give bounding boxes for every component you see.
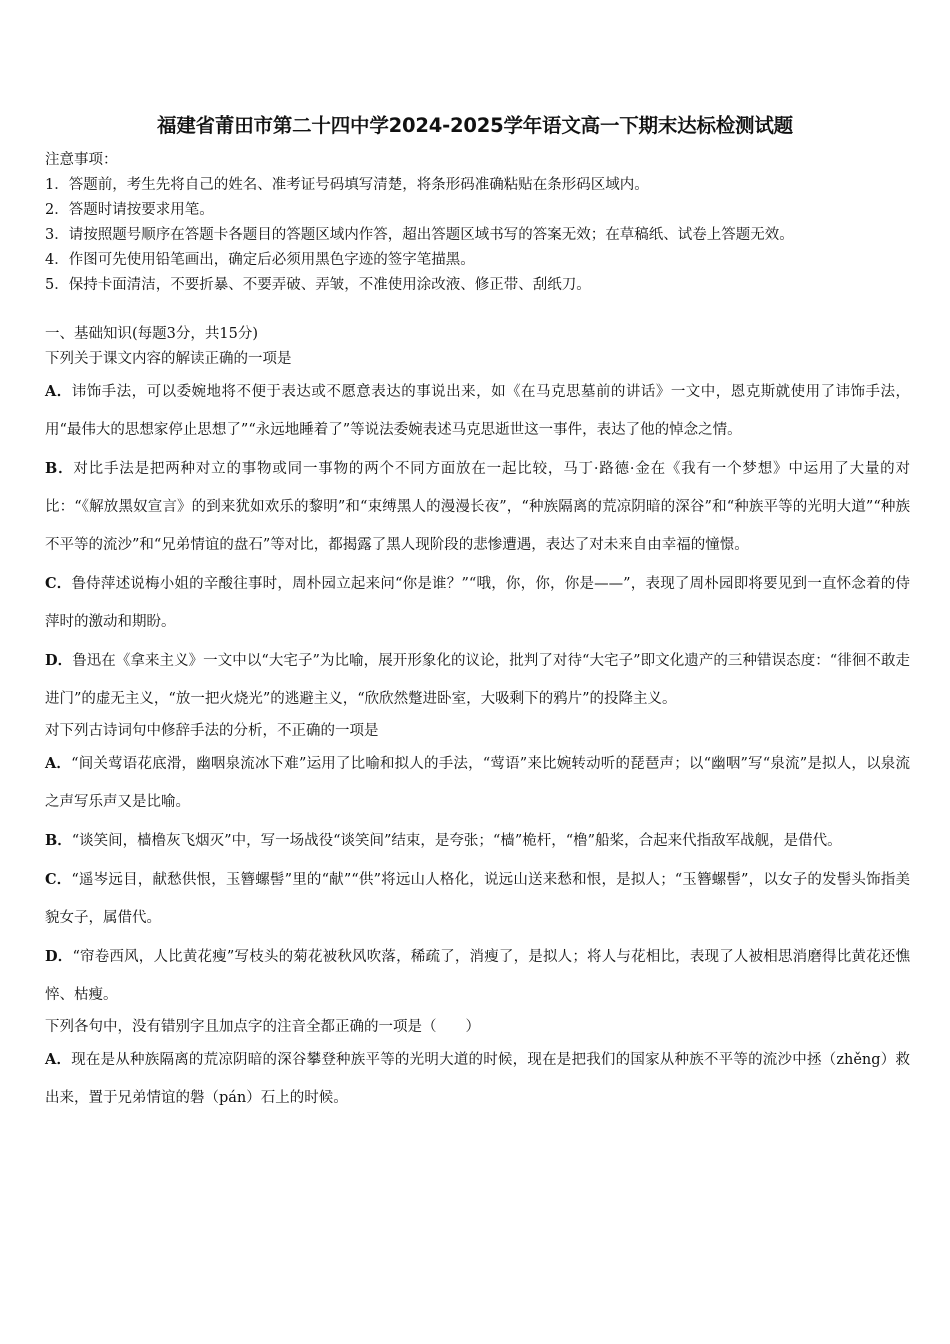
question-option [45,1041,910,1117]
option-letter: A． [45,1051,72,1068]
instruction-item: 3．请按照题号顺序在答题卡各题目的答题区域内作答，超出答题区域书写的答案无效；在草稿纸、试卷上答题无效。 [45,227,794,243]
option-letter: D． [45,948,73,965]
instruction-item: 2．答题时请按要求用笔。 [45,202,214,218]
option-text: 鲁迅在《拿来主义》一文中以“大宅子”为比喻，展开形象化的议论，批判了对待“大宅子”即文化遗产的三种错误态度：“徘徊不敢走进门”的虚无主义，“放一把火烧光”的逃避主义，“欣欣然蹩进卧室，大吸剩下的鸦片”的投降主义。 [45,653,910,707]
option-text: “帘卷西风，人比黄花瘦”写枝头的菊花被秋风吹落，稀疏了，消瘦了，是拟人；将人与花相比，表现了人被相思消磨得比黄花还憔悴、枯瘦。 [45,949,910,1003]
option-letter: D． [45,652,73,669]
question-option [45,565,910,641]
exam-title: 福建省莆田市第二十四中学2024-2025学年语文高一下期末达标检测试题 [157,114,793,137]
questions-block [45,322,910,1118]
option-letter: A． [45,755,72,772]
instructions-block [45,148,915,298]
question-stem: 下列各句中，没有错别字且加点字的注音全都正确的一项是（ ） [45,1019,480,1035]
option-text: 鲁侍萍述说梅小姐的辛酸往事时，周朴园立起来问“你是谁？”“哦，你，你，你是——”，表现了周朴园即将要见到一直怀念着的侍萍时的激动和期盼。 [45,576,910,630]
question-option [45,938,910,1014]
question-stem: 对下列古诗词句中修辞手法的分析，不正确的一项是 [45,723,379,739]
option-letter: B． [45,460,74,477]
option-letter: A． [45,383,72,400]
option-text: 现在是从种族隔离的荒凉阴暗的深谷攀登种族平等的光明大道的时候，现在是把我们的国家从种族不平等的流沙中拯（zhěng）救出来，置于兄弟情谊的磐（pán）石上的时候。 [45,1052,910,1106]
option-text: 对比手法是把两种对立的事物或同一事物的两个不同方面放在一起比较，马丁·路德·金在《我有一个梦想》中运用了大量的对比：“《解放黑奴宣言》的到来犹如欢乐的黎明”和“束缚黑人的漫漫长夜”，“种族隔离的荒凉阴暗的深谷”和“种族平等的光明大道”“种族不平等的流沙”和“兄弟情谊的盘石”等对比，都揭露了黑人现阶段的悲惨遭遇，表达了对未来自由幸福的憧憬。 [45,461,910,553]
question-option [45,822,910,860]
option-text: “谈笑间，樯橹灰飞烟灭”中，写一场战役“谈笑间”结束，是夸张；“樯”桅杆，“橹”船桨，合起来代指敌军战舰，是借代。 [71,833,842,849]
question-option [45,745,910,821]
option-text: “间关莺语花底滑，幽咽泉流冰下难”运用了比喻和拟人的手法，“莺语”来比婉转动听的琵琶声；以“幽咽”写“泉流”是拟人，以泉流之声写乐声又是比喻。 [45,756,910,810]
option-letter: C． [45,871,72,888]
question-option [45,642,910,718]
question-option [45,450,910,564]
option-letter: C． [45,575,72,592]
instruction-item: 4．作图可先使用铅笔画出，确定后必须用黑色字迹的签字笔描黑。 [45,252,475,268]
instruction-item: 1．答题前，考生先将自己的姓名、准考证号码填写清楚，将条形码准确粘贴在条形码区域内。 [45,177,649,193]
option-text: “遥岑远目，献愁供恨，玉簪螺髻”里的“献”“供”将远山人格化，说远山送来愁和恨，是拟人；“玉簪螺髻”，以女子的发髻头饰指美貌女子，属借代。 [45,872,910,926]
instructions-header: 注意事项： [45,152,118,168]
option-text: 讳饰手法，可以委婉地将不便于表达或不愿意表达的事说出来，如《在马克思墓前的讲话》一文中，恩克斯就使用了讳饰手法，用“最伟大的思想家停止思想了”“永远地睡着了”等说法委婉表述马克思逝世这一事件，表达了他的悼念之情。 [45,384,910,438]
instruction-item: 5．保持卡面清洁，不要折暴、不要弄破、弄皱，不准使用涂改液、修正带、刮纸刀。 [45,277,591,293]
question-option [45,861,910,937]
question-option [45,373,910,449]
section-heading: 一、基础知识(每题3分，共15分) [45,326,258,342]
question-stem: 下列关于课文内容的解读正确的一项是 [45,351,292,367]
option-letter: B． [45,832,72,849]
